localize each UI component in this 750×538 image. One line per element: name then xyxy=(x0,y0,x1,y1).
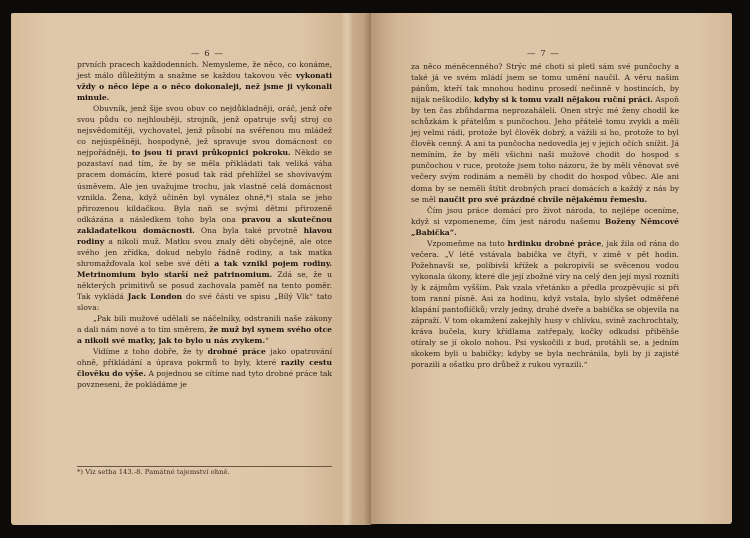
left-text-run: Někdo se pozastaví nad tím, že by se měla přikládati tak veliká váha pracem domácím, které posud tak rád přehlížel se shovívavým úsměvem. Ale jen uvažujme trochu, jak vlastně celá domácnost vznikla. Žena, když učiněn byl vynález ohně,*) stala se jeho přirozenou kildačkou. Byla naň se svými dětmi přirozeně odkázána a následkem toho byla ona xyxy=(77,148,332,224)
right-page-number: — 7 — xyxy=(527,49,560,59)
left-page-footnote: *) Viz setba 143.-8. Památné tajemství ohně. xyxy=(77,466,332,477)
left-text-run: Ona byla také prvotně xyxy=(194,225,304,235)
right-paragraph xyxy=(411,61,679,205)
left-paragraph xyxy=(77,346,332,390)
left-emphasis: razily cestu člověku do výše. xyxy=(77,358,332,379)
left-page-text xyxy=(77,59,332,390)
right-page-text xyxy=(411,61,679,370)
right-text-run: Aspoň by ten čas zbůhdarma neprozahálelí. Onen strýc mé ženy chodil ke schůzkám k přátelům s punčochou. Jeho přátelé tomu zvykli a měli jej velmi rádi, protože byl člověk dobrý, a vážili si ho, protože to byl člověk cenný. A ani ta punčocha nedovedla jej v jejich očích snížit. Já nemíním, že by měli všichni naši mužové chodit do hospod s punčochou v ruce, protože jsem toho názoru, že by měli věnovat své večery svým rodinám a neměli by chodit do hospod vůbec. Ale ani doma by se neměli štítit drobných prací domácích a každý z nás by se měl xyxy=(411,95,679,204)
left-emphasis: Metrinomium bylo starší než patrinomium. xyxy=(77,269,273,279)
right-paragraph xyxy=(411,238,679,371)
left-text-run: do své části ve spisu „Bílý Vlk“ tato slova: xyxy=(77,291,332,313)
right-emphasis: naučit pro své prázdné chvíle nějakému řemeslu. xyxy=(438,194,648,204)
right-text-run: Vzpomeňme na tuto xyxy=(427,238,508,248)
left-paragraph xyxy=(77,313,332,346)
left-text-run: a nikoli muž. Matku svou znaly děti obyčejně, ale otce svého jen zřídka, dokud nebylo řádně rodiny, a tak matka shromažďovala kol sebe své děti xyxy=(77,236,332,268)
left-emphasis: pravou a skutečnou zakladatelkou domácnosti. xyxy=(77,214,332,235)
right-paragraph xyxy=(411,205,679,238)
left-paragraph xyxy=(77,59,332,103)
right-page xyxy=(371,13,732,524)
left-emphasis: vykonati vždy o něco lépe a o něco dokonaleji, než jsme ji vykonali minule. xyxy=(77,71,332,103)
page-fold-shading xyxy=(341,13,353,525)
left-emphasis: Jack London xyxy=(127,291,183,301)
left-text-run: Vidíme z toho dobře, že ty xyxy=(93,347,208,357)
left-text-run: A pojednou se cítíme nad tyto drobné práce tak povzneseni, že pokládáme je xyxy=(77,369,332,390)
left-text-run: jako opatrování ohně, přikládání a úprava pokrmů to byly, které xyxy=(77,347,333,368)
left-page-number: — 6 — xyxy=(191,49,224,59)
left-emphasis: že muž byl synem svého otce a nikoli své matky, jak to bylo u nás zvykem. xyxy=(77,325,332,346)
left-paragraph xyxy=(77,103,332,313)
left-emphasis: drobné práce xyxy=(207,347,266,357)
left-text-run: Obuvník, jenž šije svou obuv co nejdůkladněji, oráč, jenž oře svou půdu co nejhlouběji, strojník, jenž opatruje svůj stroj co nejsvědomitěji, vychovatel, jenž působí na svěřenou mu mládež co nejúspěšněji, hospodyně, jež spravuje svou domácnost co nejpořádněji, xyxy=(77,104,332,158)
left-emphasis: to jsou ti pravi průkopnici pokroku. xyxy=(131,148,291,158)
right-text-run: , jak žila od rána do večera. „V létě vstávala babička ve čtyři, v zimě v pět hodin. Požehnavši se, políbivši křížek a pokropivši se svěcenou vodou vykonala úkony, které dle její zbožné víry na celý den její mysl rozníti ly k zájmům vyšším. Pak vzala vřetánko a předla prozpěvujíc si při tom ranní písně. Asi za hodinu, když vstala, bylo slyšet odměřené klapání pantoflíčků; vrzly jedny, druhé dveře a babička se objevila na zápraží. V tom okamžení zakejhly husy v chlívku, svině zachrochtaly, kráva bučela, kury křídlama zatřepaly, kočky odkudsi přiběhše otíraly se jí okolo nohou. Psi vyskočili z bud, protáhli se, a jedním skokem byli u babičky; kdyby se byla nechránila, byli by ji zajisté porazili a ošatku pro drůbež z rukou vyrazili.“ xyxy=(411,238,679,370)
right-emphasis: kdyby si k tomu vzali nějakou ruční práci. xyxy=(474,95,653,105)
left-emphasis: hlavou rodiny xyxy=(77,225,332,246)
right-text-run: za něco méněcenného? Strýc mé choti si pletl sám své punčochy a také já ve svém mládí jsem se tomu umění naučil. A věru našim pánům, kteří tak mnohou hodinu prosedí nečinně v hostincích, by nijak neškodilo, xyxy=(411,62,679,105)
left-page xyxy=(11,13,371,525)
right-emphasis: Boženy Němcové „Babička“. xyxy=(411,216,680,237)
left-text-run: prvních pracech každodenních. Nemysleme, že něco, co konáme, jest málo důležitým a snažme se každou takovou věc xyxy=(77,60,332,81)
left-emphasis: a tak vznikl pojem rodiny. xyxy=(214,258,333,268)
right-emphasis: hrdinku drobné práce xyxy=(507,238,602,248)
left-text-run: „Pak bili mužové udělali se náčelníky, odstranili naše zákony a dali nám nové a to tím směrem, xyxy=(77,314,332,335)
left-text-run: “ xyxy=(265,336,269,346)
right-text-run: Čím jsou práce domácí pro život národa, to nejlépe oceníme, když si vzpomeneme, čím jest národu našemu xyxy=(411,205,679,226)
left-text-run: Zdá se, že u některých primitivů se posud zachovala paměť na tento poměr. Tak vykládá xyxy=(77,269,332,301)
